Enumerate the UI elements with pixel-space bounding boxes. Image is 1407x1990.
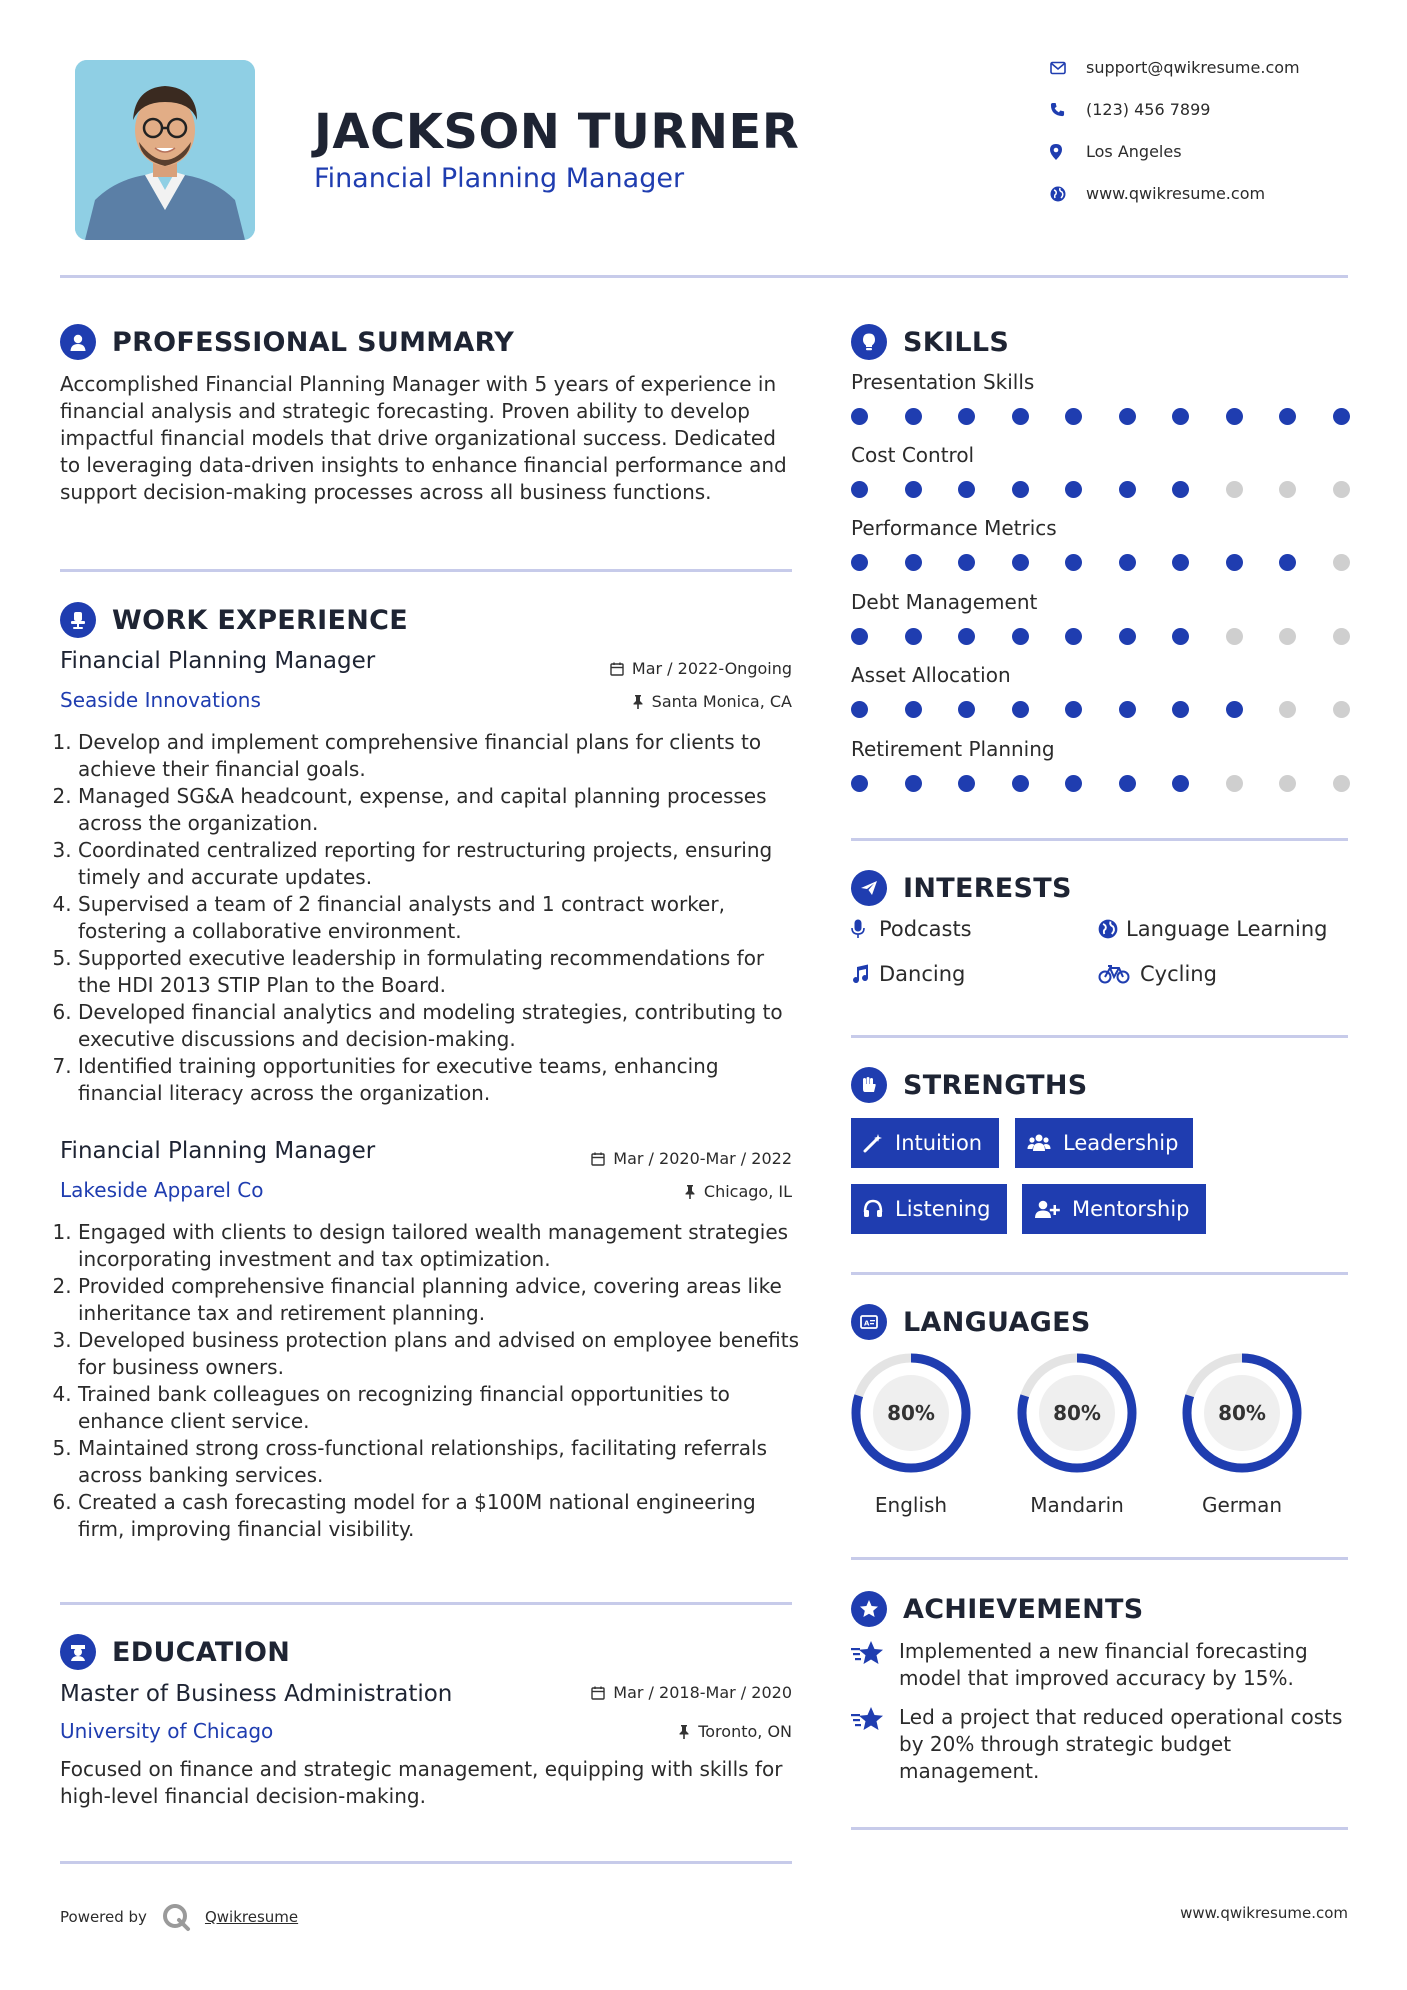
interests-heading [851, 870, 1072, 906]
pushpin-icon [632, 695, 644, 709]
rating-dot-empty [1279, 628, 1296, 645]
rating-dot-filled [851, 554, 868, 571]
rating-dot-filled [1065, 481, 1082, 498]
globe-icon [1050, 186, 1086, 202]
rating-dot-filled [1279, 554, 1296, 571]
contact-website-text: www.qwikresume.com [1086, 184, 1266, 203]
skill-name: Retirement Planning [851, 737, 1055, 761]
briefcase-icon [60, 602, 96, 638]
users-icon [1027, 1133, 1051, 1153]
rating-dot-empty [1226, 628, 1243, 645]
magic-wand-icon [863, 1133, 883, 1153]
language-name: English [874, 1493, 948, 1517]
list-item: 4. Supervised a team of 2 financial analysts and 1 contract worker, fostering a collaborative environment. [78, 891, 800, 945]
experience-divider [60, 1602, 792, 1605]
globe-icon [1098, 919, 1126, 939]
summary-heading [60, 324, 514, 360]
rating-dot-filled [958, 481, 975, 498]
achievements-divider [851, 1827, 1348, 1830]
interest-label: Language Learning [1126, 917, 1328, 941]
contact-phone[interactable] [1050, 100, 1210, 119]
rating-dot-filled [1065, 701, 1082, 718]
skill-row [851, 443, 1351, 498]
rating-dot-filled [1226, 408, 1243, 425]
skills-heading [851, 324, 1009, 360]
skill-name: Debt Management [851, 590, 1038, 614]
rating-dot-filled [1119, 408, 1136, 425]
interest-podcasts [851, 917, 972, 941]
user-icon [60, 324, 96, 360]
job-2-dates-text: Mar / 2020-Mar / 2022 [613, 1149, 792, 1168]
achievement-text: Led a project that reduced operational costs by 20% through strategic budget management. [899, 1705, 1343, 1783]
strengths-divider [851, 1272, 1348, 1275]
language-percent: 80% [1053, 1401, 1101, 1425]
rating-dot-filled [851, 408, 868, 425]
interests-heading-text: INTERESTS [903, 872, 1072, 904]
education-dates-text: Mar / 2018-Mar / 2020 [613, 1683, 792, 1702]
skill-rating [851, 408, 1350, 425]
rating-dot-filled [905, 554, 922, 571]
skill-name: Performance Metrics [851, 516, 1057, 540]
language-icon [851, 1304, 887, 1340]
list-item: 6. Created a cash forecasting model for a $100M national engineering firm, improving financial visibility. [78, 1489, 800, 1543]
strength-badge-intuition [851, 1118, 999, 1168]
rating-dot-empty [1226, 775, 1243, 792]
skill-row [851, 663, 1351, 718]
star-icon [851, 1638, 885, 1692]
rating-dot-filled [1226, 554, 1243, 571]
job-1-responsibilities [60, 729, 800, 1107]
achievements-heading [851, 1591, 1144, 1627]
rating-dot-filled [905, 775, 922, 792]
skill-rating [851, 775, 1350, 792]
skill-row [851, 590, 1351, 645]
job-1-location [480, 692, 792, 711]
contact-location [1050, 142, 1182, 161]
language-progress-ring [1015, 1351, 1139, 1475]
rating-dot-filled [1172, 554, 1189, 571]
rating-dot-filled [958, 701, 975, 718]
rating-dot-filled [1172, 701, 1189, 718]
job-1-location-text: Santa Monica, CA [651, 692, 792, 711]
language-progress-ring [849, 1351, 973, 1475]
languages-divider [851, 1557, 1348, 1560]
rating-dot-filled [1012, 481, 1029, 498]
rating-dot-empty [1279, 481, 1296, 498]
profile-photo [75, 60, 255, 240]
rating-dot-filled [1065, 775, 1082, 792]
education-divider [60, 1861, 792, 1864]
rating-dot-filled [905, 701, 922, 718]
summary-divider [60, 569, 792, 572]
strengths-heading-text: STRENGTHS [903, 1069, 1088, 1101]
experience-heading-text: WORK EXPERIENCE [112, 604, 408, 636]
strengths-heading [851, 1067, 1088, 1103]
interest-language-learning [1098, 917, 1327, 941]
music-note-icon [851, 964, 879, 984]
rating-dot-filled [905, 481, 922, 498]
language-item [849, 1351, 973, 1517]
education-dates [480, 1683, 792, 1702]
job-1-dates [480, 659, 792, 678]
job-1-title: Financial Planning Manager [60, 648, 376, 674]
education-degree: Master of Business Administration [60, 1681, 453, 1707]
strength-label: Listening [895, 1197, 991, 1221]
rating-dot-filled [1119, 554, 1136, 571]
strength-badge-mentorship [1022, 1184, 1206, 1234]
rating-dot-filled [1119, 701, 1136, 718]
languages-heading-text: LANGUAGES [903, 1306, 1091, 1338]
job-1-company: Seaside Innovations [60, 688, 261, 712]
job-2-location-text: Chicago, IL [703, 1182, 792, 1201]
rating-dot-filled [1172, 408, 1189, 425]
rating-dot-filled [851, 628, 868, 645]
skills-heading-text: SKILLS [903, 326, 1010, 358]
calendar-icon [591, 1152, 605, 1166]
rating-dot-filled [1012, 408, 1029, 425]
rating-dot-filled [1172, 628, 1189, 645]
job-2-company: Lakeside Apparel Co [60, 1178, 264, 1202]
strength-badge-listening [851, 1184, 1007, 1234]
strength-label: Leadership [1063, 1131, 1179, 1155]
headphones-icon [863, 1199, 883, 1219]
job-2-location [480, 1182, 792, 1201]
contact-email-text: support@qwikresume.com [1086, 58, 1300, 77]
skill-rating [851, 701, 1350, 718]
rating-dot-filled [1333, 408, 1350, 425]
user-plus-icon [1034, 1199, 1060, 1219]
star-icon [851, 1704, 885, 1785]
interest-label: Dancing [879, 962, 966, 986]
pushpin-icon [678, 1725, 690, 1739]
envelope-icon [1050, 61, 1086, 75]
language-item [1015, 1351, 1139, 1517]
powered-by-label: Powered by [60, 1908, 147, 1926]
rating-dot-filled [851, 481, 868, 498]
award-icon [851, 1591, 887, 1627]
job-1-dates-text: Mar / 2022-Ongoing [631, 659, 792, 678]
experience-heading [60, 602, 408, 638]
language-percent: 80% [887, 1401, 935, 1425]
skill-rating [851, 554, 1350, 571]
rating-dot-filled [1172, 775, 1189, 792]
rating-dot-empty [1279, 775, 1296, 792]
education-location-text: Toronto, ON [698, 1722, 792, 1741]
rating-dot-filled [905, 408, 922, 425]
strength-label: Intuition [895, 1131, 983, 1155]
contact-location-text: Los Angeles [1086, 142, 1182, 161]
skill-name: Cost Control [851, 443, 975, 467]
fist-icon [851, 1067, 887, 1103]
calendar-icon [591, 1686, 605, 1700]
language-percent: 80% [1218, 1401, 1266, 1425]
rating-dot-filled [958, 628, 975, 645]
rating-dot-filled [851, 701, 868, 718]
rating-dot-filled [958, 775, 975, 792]
phone-icon [1050, 102, 1086, 117]
list-item: 5. Supported executive leadership in formulating recommendations for the HDI 2013 STIP Plan to the Board. [78, 945, 800, 999]
candidate-title: Financial Planning Manager [314, 163, 685, 194]
interests-divider [851, 1035, 1348, 1038]
rating-dot-filled [1012, 554, 1029, 571]
list-item: 2. Managed SG&A headcount, expense, and capital planning processes across the organization. [78, 783, 800, 837]
rating-dot-filled [1119, 628, 1136, 645]
list-item: 3. Developed business protection plans and advised on employee benefits for business owners. [78, 1327, 800, 1381]
list-item: 1. Develop and implement comprehensive financial plans for clients to achieve their financial goals. [78, 729, 800, 783]
rating-dot-empty [1226, 481, 1243, 498]
education-school: University of Chicago [60, 1719, 274, 1743]
qwikresume-logo-icon [161, 1902, 191, 1932]
rating-dot-filled [1065, 408, 1082, 425]
language-item [1180, 1351, 1304, 1517]
rating-dot-filled [905, 628, 922, 645]
bicycle-icon [1098, 964, 1140, 984]
education-location [480, 1722, 792, 1741]
rating-dot-filled [1065, 554, 1082, 571]
rating-dot-empty [1333, 481, 1350, 498]
list-item: 1. Engaged with clients to design tailored wealth management strategies incorporating investment and tax optimization. [78, 1219, 800, 1273]
interest-label: Podcasts [879, 917, 972, 941]
candidate-name: JACKSON TURNER [314, 104, 800, 160]
rating-dot-filled [1119, 481, 1136, 498]
svg-text:A: A [864, 1319, 870, 1328]
education-heading [60, 1634, 290, 1670]
language-name: Mandarin [1030, 1493, 1124, 1517]
list-item: 6. Developed financial analytics and modeling strategies, contributing to executive discussions and decision-making. [78, 999, 800, 1053]
graduate-icon [60, 1634, 96, 1670]
job-2-responsibilities [60, 1219, 800, 1543]
contact-website[interactable] [1050, 184, 1265, 203]
language-name: German [1201, 1493, 1283, 1517]
skill-name: Presentation Skills [851, 370, 1035, 394]
skills-divider [851, 838, 1348, 841]
footer-powered-by [60, 1902, 298, 1932]
rating-dot-filled [1012, 775, 1029, 792]
rating-dot-filled [1119, 775, 1136, 792]
job-2-dates [480, 1149, 792, 1168]
rating-dot-filled [958, 554, 975, 571]
pushpin-icon [684, 1185, 696, 1199]
calendar-icon [610, 662, 624, 676]
contact-phone-text: (123) 456 7899 [1086, 100, 1211, 119]
rating-dot-filled [1065, 628, 1082, 645]
skill-rating [851, 628, 1350, 645]
skill-rating [851, 481, 1350, 498]
list-item: 3. Coordinated centralized reporting for restructuring projects, ensuring timely and accurate updates. [78, 837, 800, 891]
interest-dancing [851, 962, 965, 986]
strength-label: Mentorship [1072, 1197, 1190, 1221]
achievements-heading-text: ACHIEVEMENTS [903, 1593, 1144, 1625]
summary-heading-text: PROFESSIONAL SUMMARY [112, 326, 515, 358]
rating-dot-empty [1333, 701, 1350, 718]
achievement-item-1 [851, 1638, 1351, 1692]
rating-dot-filled [1279, 408, 1296, 425]
skill-row [851, 370, 1351, 425]
rating-dot-filled [1226, 701, 1243, 718]
skill-row [851, 516, 1351, 571]
achievement-text: Implemented a new financial forecasting model that improved accuracy by 15%. [899, 1639, 1308, 1690]
rating-dot-filled [958, 408, 975, 425]
rating-dot-filled [1172, 481, 1189, 498]
header-divider [60, 275, 1348, 278]
skill-name: Asset Allocation [851, 663, 1011, 687]
list-item: 7. Identified training opportunities for executive teams, enhancing financial literacy across the organization. [78, 1053, 800, 1107]
list-item: 4. Trained bank colleagues on recognizing financial opportunities to enhance client service. [78, 1381, 800, 1435]
list-item: 5. Maintained strong cross-functional relationships, facilitating referrals across banking services. [78, 1435, 800, 1489]
footer-url[interactable]: www.qwikresume.com [1180, 1904, 1348, 1922]
strength-badge-leadership [1015, 1118, 1193, 1168]
rating-dot-filled [1012, 701, 1029, 718]
map-pin-icon [1050, 144, 1086, 160]
skill-row [851, 737, 1351, 792]
contact-email[interactable] [1050, 58, 1300, 77]
rating-dot-filled [1012, 628, 1029, 645]
education-heading-text: EDUCATION [112, 1636, 291, 1668]
microphone-icon [851, 919, 879, 939]
rating-dot-empty [1279, 701, 1296, 718]
list-item: 2. Provided comprehensive financial planning advice, covering areas like inheritance tax and retirement planning. [78, 1273, 800, 1327]
interest-label: Cycling [1140, 962, 1217, 986]
education-description: Focused on finance and strategic management, equipping with skills for high-level financial decision-making. [60, 1757, 783, 1808]
rating-dot-empty [1333, 628, 1350, 645]
rating-dot-filled [851, 775, 868, 792]
rating-dot-empty [1333, 554, 1350, 571]
lightbulb-icon [851, 324, 887, 360]
paper-plane-icon [851, 870, 887, 906]
interest-cycling [1098, 962, 1217, 986]
languages-heading [851, 1304, 1091, 1340]
achievement-item-2 [851, 1704, 1351, 1785]
qwikresume-link[interactable]: Qwikresume [204, 1908, 299, 1926]
language-progress-ring [1180, 1351, 1304, 1475]
summary-text: Accomplished Financial Planning Manager with 5 years of experience in financial analysis and strategic forecasting. Proven ability to develop impactful financial models that drive organizational success. Dedicated to leveraging data-driven insights to enhance financial performance and support decision-making processes across all business functions. [60, 372, 787, 504]
rating-dot-empty [1333, 775, 1350, 792]
job-2-title: Financial Planning Manager [60, 1138, 376, 1164]
